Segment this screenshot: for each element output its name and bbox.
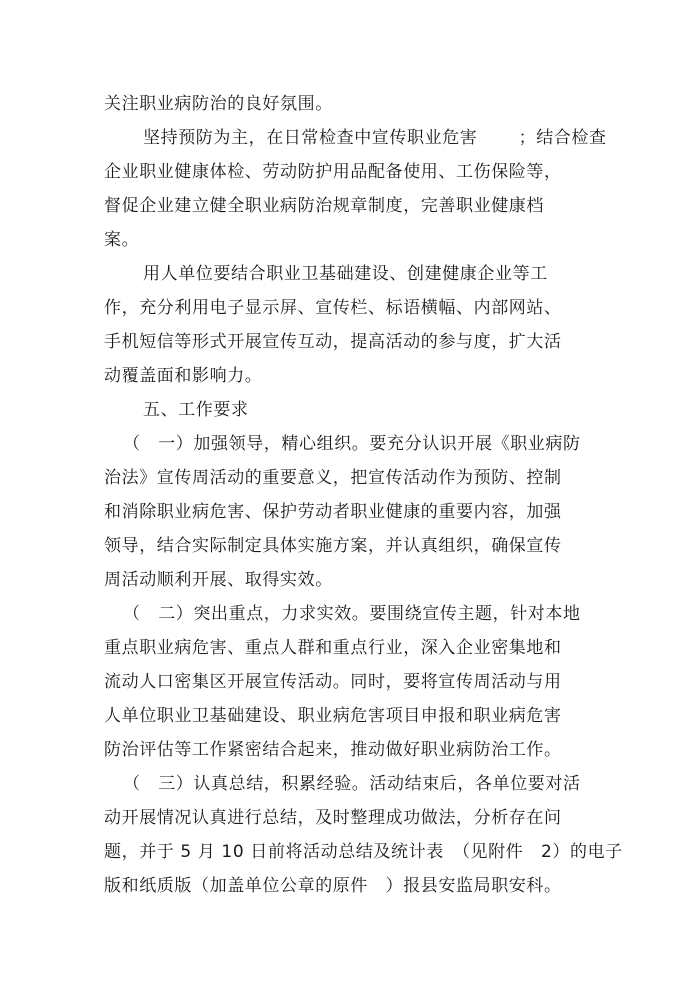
text-line: 重点职业病危害、重点人群和重点行业，深入企业密集地和	[104, 638, 562, 658]
text-line: 治法》宣传周活动的重要意义，把宣传活动作为预防、控制	[104, 468, 562, 488]
text-line: 手机短信等形式开展宣传互动，提高活动的参与度，扩大活	[104, 332, 562, 352]
text-line: 企业职业健康体检、劳动防护用品配备使用、工伤保险等，	[104, 162, 562, 182]
text-line: 领导，结合实际制定具体实施方案，并认真组织，确保宣传	[104, 536, 562, 556]
text-line: （ 一）加强领导，精心组织。要充分认识开展《职业病防	[123, 434, 581, 454]
text-line: 人单位职业卫基础建设、职业病危害项目申报和职业病危害	[104, 706, 562, 726]
text-line: 版和纸质版（加盖单位公章的原件 ）报县安监局职安科。	[104, 876, 562, 896]
section-heading: 五、工作要求	[143, 400, 249, 420]
text-line: 流动人口密集区开展宣传活动。同时，要将宣传周活动与用	[104, 672, 562, 692]
text-line: 关注职业病防治的良好氛围。	[104, 94, 333, 114]
text-line: 用人单位要结合职业卫基础建设、创建健康企业等工	[143, 264, 548, 284]
text-line: 案。	[104, 230, 140, 250]
text-line: 坚持预防为主，在日常检查中宣传职业危害 ；结合检查	[143, 128, 607, 148]
text-line: 防治评估等工作紧密结合起来，推动做好职业病防治工作。	[104, 740, 562, 760]
text-line: 作，充分利用电子显示屏、宣传栏、标语横幅、内部网站、	[104, 298, 562, 318]
text-line: 周活动顺利开展、取得实效。	[104, 570, 333, 590]
text-line: 和消除职业病危害、保护劳动者职业健康的重要内容，加强	[104, 502, 562, 522]
text-line: （ 三）认真总结，积累经验。活动结束后，各单位要对活	[123, 774, 581, 794]
text-line: （ 二）突出重点，力求实效。要围绕宣传主题，针对本地	[123, 604, 581, 624]
text-line: 督促企业建立健全职业病防治规章制度，完善职业健康档	[104, 196, 544, 216]
text-line: 动覆盖面和影响力。	[104, 366, 263, 386]
text-line: 动开展情况认真进行总结，及时整理成功做法，分析存在问	[104, 808, 562, 828]
text-line: 题，并于 5 月 10 日前将活动总结及统计表 （见附件 2）的电子	[104, 842, 623, 862]
